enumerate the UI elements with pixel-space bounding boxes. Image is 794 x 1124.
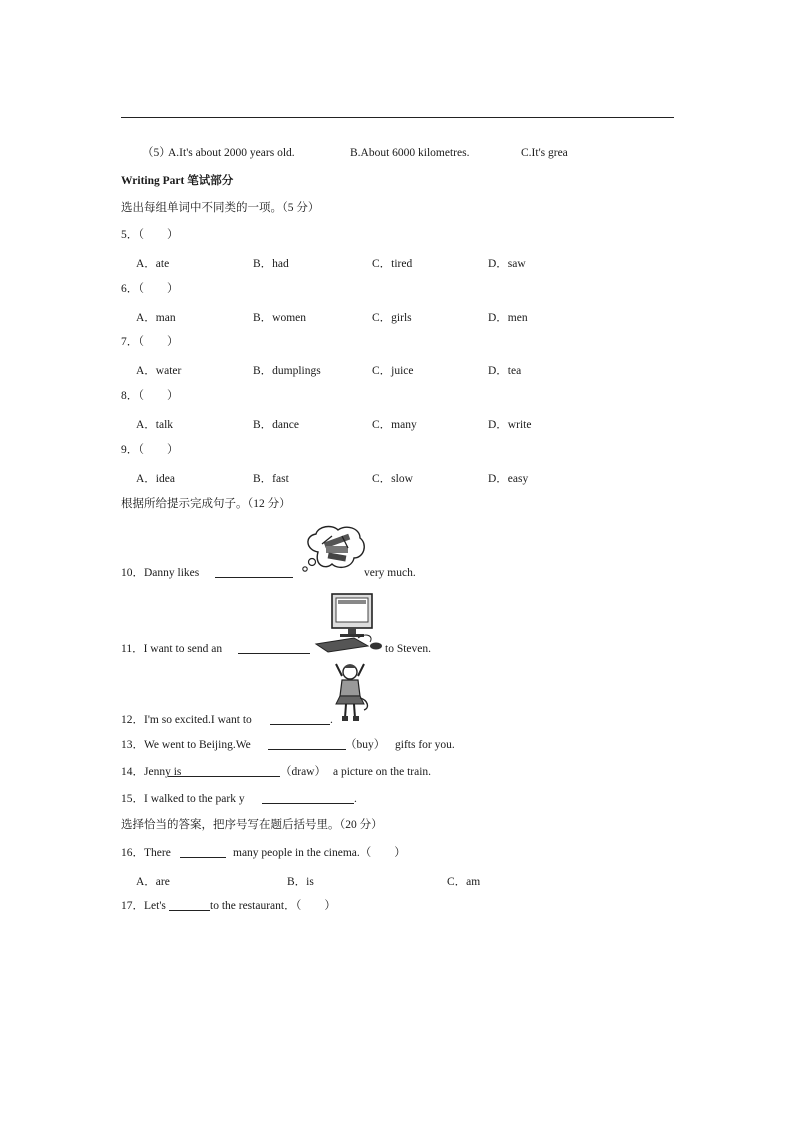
q5-option-b: B．had <box>253 258 289 270</box>
q7-option-d: D．tea <box>488 365 522 377</box>
q9-label: 9．（ ） <box>121 444 179 456</box>
q6-label: 6．（ ） <box>121 283 179 295</box>
q5-option-d: D．saw <box>488 258 526 270</box>
listening-q5-option-c: C.It's grea <box>521 147 568 159</box>
q16-option-a: A．are <box>136 876 170 888</box>
section1-instruction: 选出每组单词中不同类的一项。（5 分） <box>121 202 320 214</box>
writing-part-title: Writing Part 笔试部分 <box>121 175 234 187</box>
q12-answer-blank[interactable] <box>270 713 330 725</box>
q10-text-after: very much. <box>364 567 416 579</box>
q7-option-c: C．juice <box>372 365 414 377</box>
q14-text-before: 14．Jenny is <box>121 766 182 778</box>
q16-text-after: many people in the cinema.（ ） <box>233 847 406 859</box>
q9-option-c: C．slow <box>372 473 413 485</box>
q13-text-before: 13．We went to Beijing.We <box>121 739 251 751</box>
q17-text-before: 17．Let's <box>121 900 166 912</box>
q6-option-c: C．girls <box>372 312 412 324</box>
q16-text-before: 16．There <box>121 847 171 859</box>
q14-answer-blank[interactable] <box>168 765 280 777</box>
computer-picture <box>312 592 386 656</box>
q13-answer-blank[interactable] <box>268 738 346 750</box>
q14-text-after: a picture on the train. <box>333 766 432 778</box>
q6-option-b: B．women <box>253 312 307 324</box>
q8-option-b: B．dance <box>253 419 299 431</box>
q5-option-c: C．tired <box>372 258 413 270</box>
q12-text-after: . <box>330 714 333 726</box>
q13-hint: （buy） <box>345 739 386 751</box>
thought-bubble-picture <box>298 524 366 578</box>
q7-label: 7．（ ） <box>121 336 179 348</box>
q7-option-b: B．dumplings <box>253 365 321 377</box>
q14-hint: （draw） <box>280 766 326 778</box>
q5-label: 5．（ ） <box>121 229 179 241</box>
q9-option-d: D．easy <box>488 473 529 485</box>
q16-answer-blank[interactable] <box>180 846 226 858</box>
q7-option-a: A．water <box>136 365 182 377</box>
section3-instruction: 选择恰当的答案，把序号写在题后括号里。（20 分） <box>121 819 383 831</box>
listening-q5-prefix: （5） <box>142 147 171 159</box>
q17-answer-blank[interactable] <box>169 899 210 911</box>
q16-option-b: B．is <box>287 876 314 888</box>
q9-option-b: B．fast <box>253 473 289 485</box>
q9-option-a: A．idea <box>136 473 175 485</box>
q15-text-after: . <box>354 793 357 805</box>
listening-q5-option-b: B.About 6000 kilometres. <box>350 147 470 159</box>
q17-text-after: to the restaurant．（ ） <box>210 900 336 912</box>
q12-text-before: 12．I'm so excited.I want to <box>121 714 252 726</box>
q8-option-a: A．talk <box>136 419 174 431</box>
dancing-child-picture <box>330 660 372 724</box>
listening-q5-option-a: A.It's about 2000 years old. <box>168 147 295 159</box>
q10-text-before: 10．Danny likes <box>121 567 200 579</box>
q15-answer-blank[interactable] <box>262 792 354 804</box>
q11-answer-blank[interactable] <box>238 642 310 654</box>
q8-label: 8．（ ） <box>121 390 179 402</box>
q8-option-c: C．many <box>372 419 417 431</box>
q16-option-c: C．am <box>447 876 481 888</box>
q6-option-d: D．men <box>488 312 528 324</box>
q11-text-after: to Steven. <box>385 643 431 655</box>
q6-option-a: A．man <box>136 312 176 324</box>
q15-text-before: 15．I walked to the park y <box>121 793 245 805</box>
header-rule <box>121 117 674 118</box>
section2-instruction: 根据所给提示完成句子。（12 分） <box>121 498 291 510</box>
q8-option-d: D．write <box>488 419 532 431</box>
q5-option-a: A．ate <box>136 258 170 270</box>
q10-answer-blank[interactable] <box>215 566 293 578</box>
q13-text-after: gifts for you. <box>395 739 455 751</box>
q11-text-before: 11．I want to send an <box>121 643 223 655</box>
